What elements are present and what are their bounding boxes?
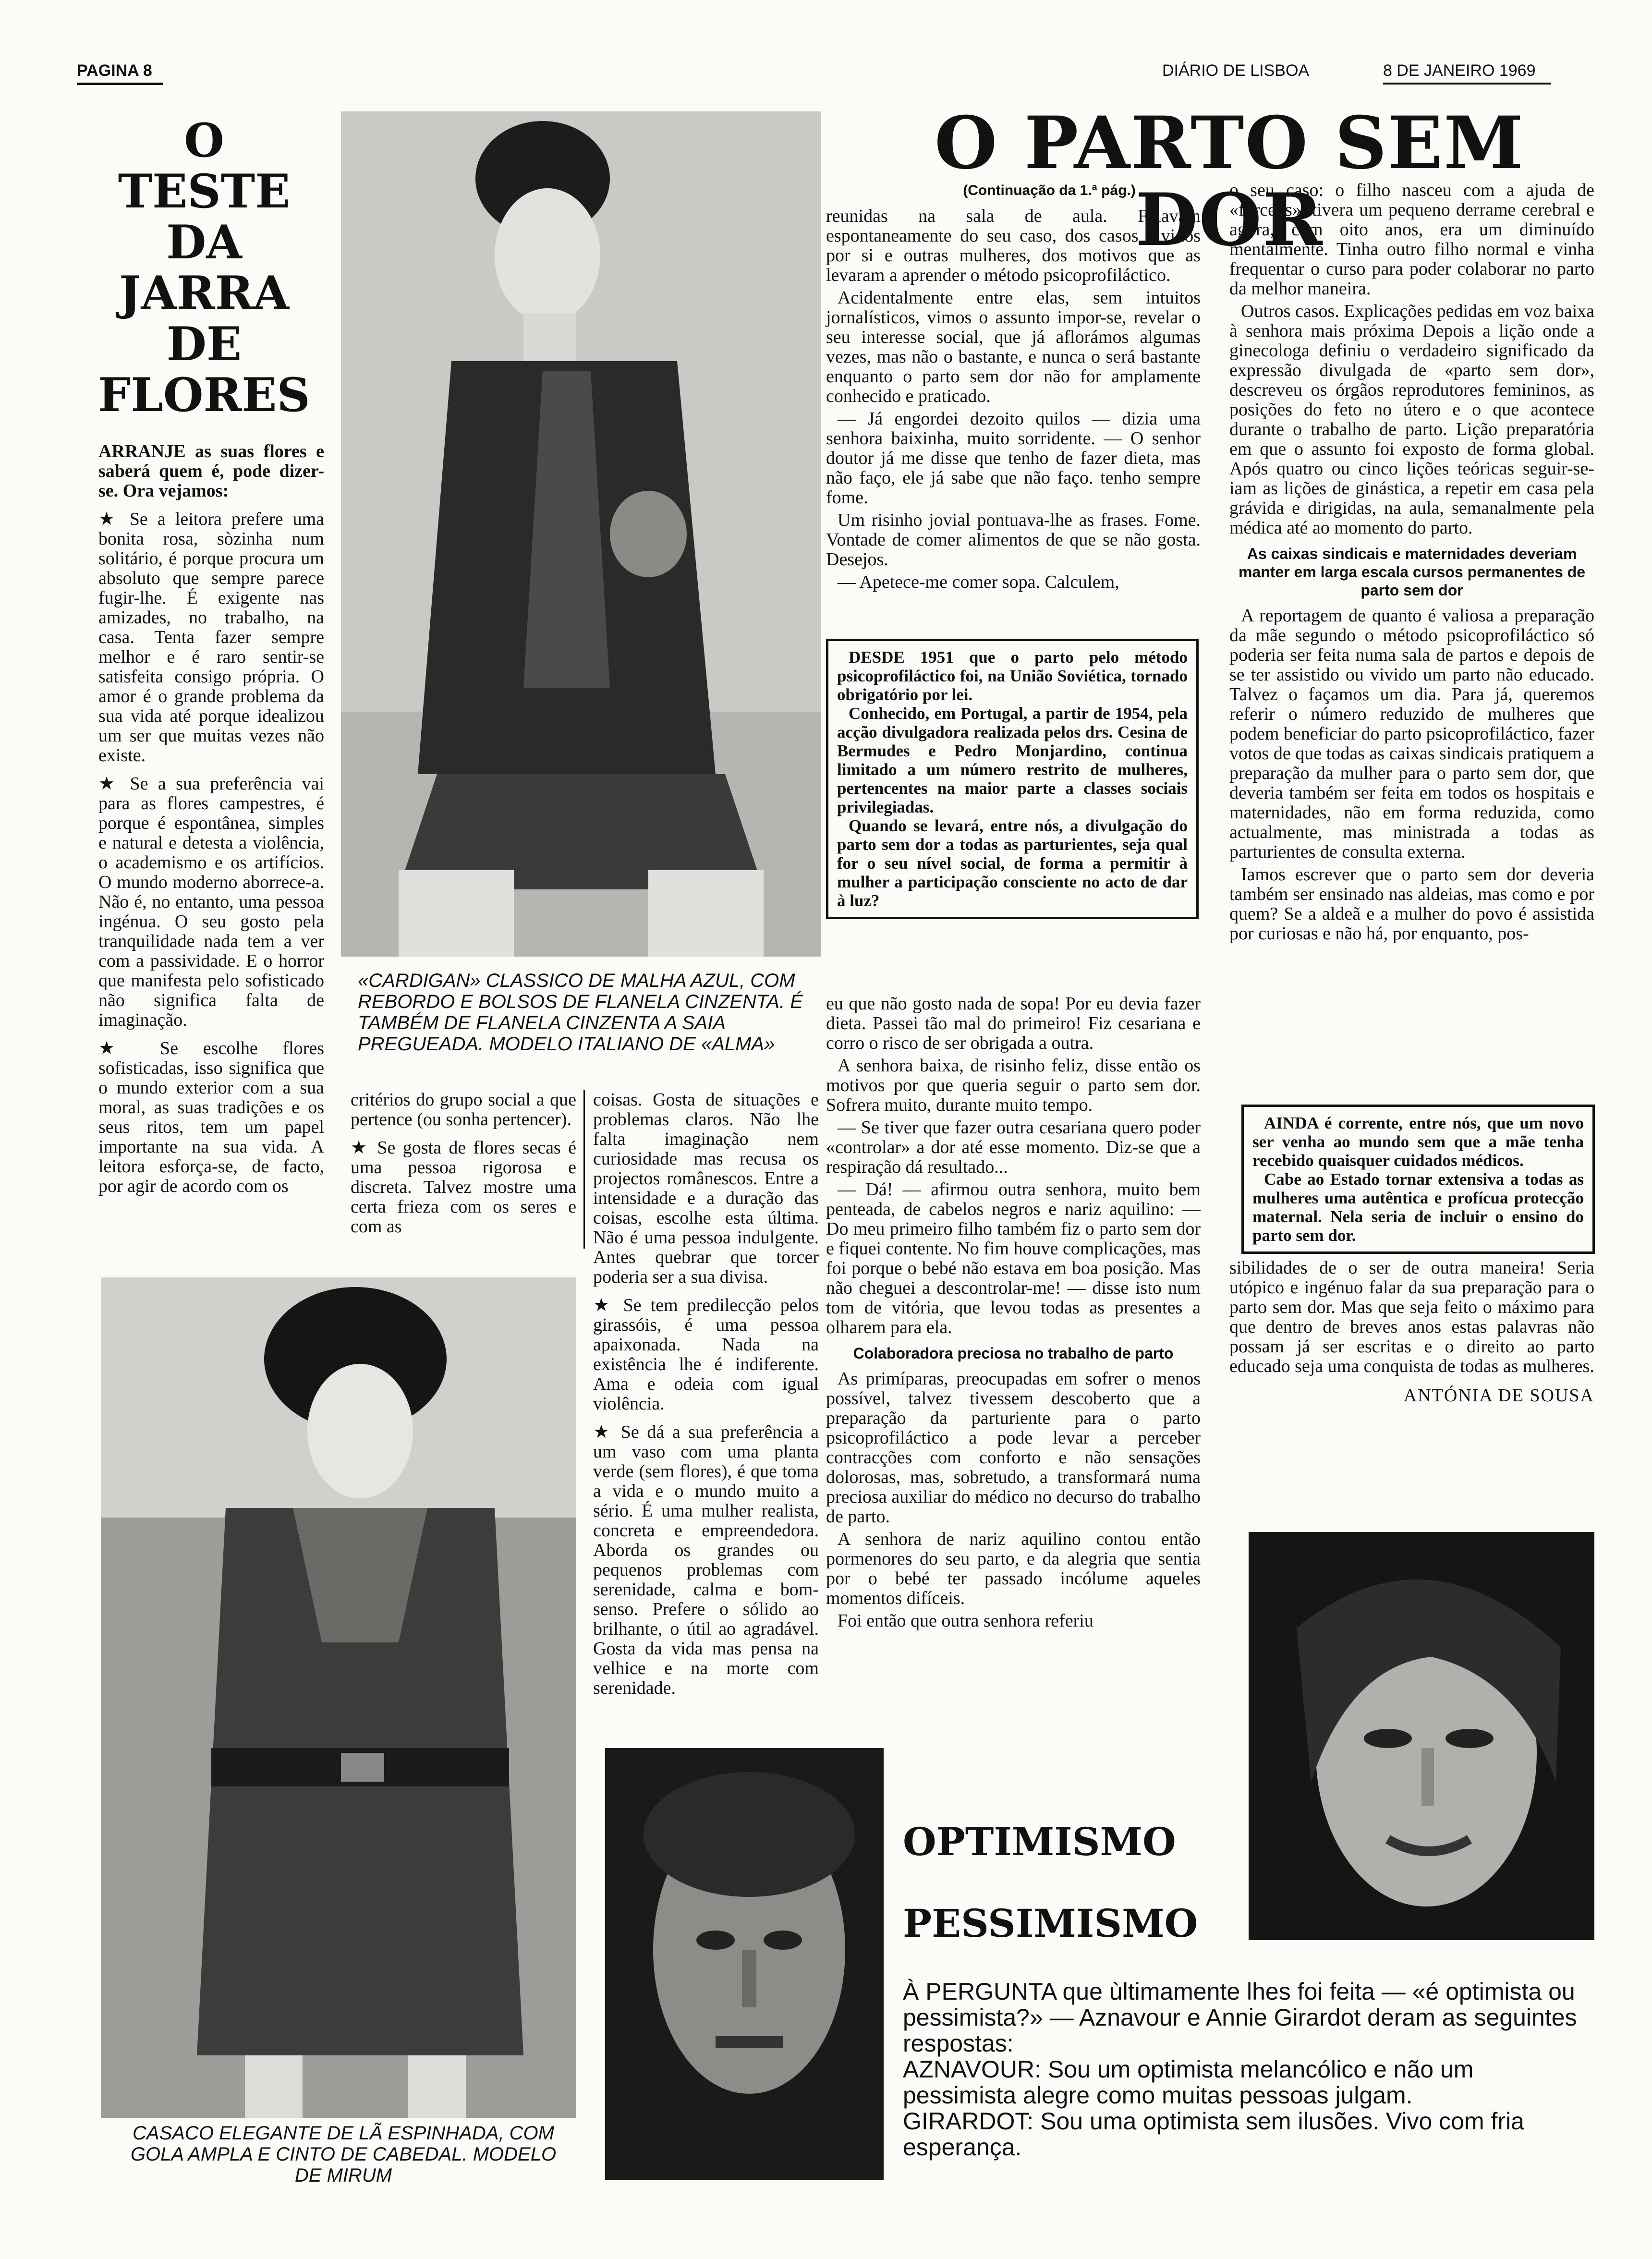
issue-date: 8 DE JANEIRO 1969 — [1383, 61, 1536, 80]
newspaper-name: DIÁRIO DE LISBOA — [1162, 61, 1310, 80]
optimismo-title: OPTIMISMO — [903, 1819, 1176, 1864]
jarra-column-1 — [98, 442, 324, 1199]
jarra-campestres: ★ Se a sua preferência vai para as flores campestres, é porque é espontânea, simples e natural e detesta a violência, o academismo e os artifícios. O mundo moderno aborrece-a. Não é, no entanto, uma pessoa ingénua. O seu gosto pela tranquilidade nada tem a ver com a passividade. E o horror que manifesta pelo sofisticado não significa falta de imaginação. — [98, 774, 324, 1030]
casaco-caption: CASACO ELEGANTE DE LÃ ESPINHADA, COM GOLA AMPLA E CINTO DE CABEDAL. MODELO DE MIRUM — [130, 2123, 557, 2186]
parto-column-2: o seu caso: o filho nasceu com a ajuda de «forceps», tivera um pequeno derrame cerebral e agora, com oito anos, era um diminuído mentalmente. Tinha outro filho normal e vinha frequentar o curso para poder colaborar no parto da melhor maneira. Outros casos. Explicações pedidas em voz baixa à senhora mais próxima Depois a lição onde a ginecologa definiu o verdadeiro significado da expressão divulgada de «parto sem dor», descreveu os órgãos reprodutores femininos, as posições do feto no útero e o que acontece durante o trabalho de parto. Lição preparatória em que o assunto foi exposto de forma global. Após quatro ou cinco lições teóricas seguir-se-iam as lições de ginástica, a repetir em casa pela grávida e dirigidas, na aula, semanalmente pela médica até ao momento do parto. As caixas sindicais e maternidades deveriam manter em larga escala cursos permanentes de parto sem dor A reportagem de quanto é valiosa a preparação da mãe segundo o método psicoprofiláctico só poderia ser feita numa sala de partos e depois de se ter assistido ou vivido um parto não educado. Talvez o façamos um dia. Para já, queremos referir o número reduzido de mulheres que podem beneficiar do parto psicoprofiláctico, fazer votos de que todas as caixas sindicais pratiquem a preparação da mulher para o parto sem dor, que deveria também ser feita em todos os hospitais e maternidades, não em forma reduzida, como actualmente, mas ministrada a todas as parturientes de consulta externa. Iamos escrever que o parto sem dor deveria também ser ensinado nas aldeias, mas como e por quem? Se a aldeã e a mulher do povo é assistida por curiosas e não há, por enquanto, pos- — [1229, 180, 1594, 944]
jarra-coisas: coisas. Gosta de situações e problemas claros. Não lhe falta imaginação nem curiosidade mas recusa os projectos românescos. Entre a intensidade e a duração das coisas, escolhe esta última. Não é uma pessoa indulgente. Antes quebrar que torcer poderia ser a sua divisa. — [593, 1090, 819, 1287]
casaco-photo — [101, 1277, 576, 2118]
optimismo-text — [903, 1979, 1585, 2160]
parto-continuation: (Continuação da 1.ª pág.) — [963, 182, 1136, 198]
aznavour-photo — [605, 1748, 884, 2180]
optimismo-girardot: GIRARDOT: Sou uma optimista sem ilusões. Vivo com fria esperança. — [903, 2108, 1524, 2161]
jarra-rosa: ★ Se a leitora prefere uma bonita rosa, sòzinha num solitário, é porque procura um absoluto que sempre parece fugir-lhe. É exigente nas amizades, no trabalho, na casa. Tenta fazer sempre melhor e é raro sentir-se satisfeita consigo própria. O amor é o grande problema da sua vida até porque idealizou um ser que muitas vezes não existe. — [98, 509, 324, 765]
parto-box-ainda: AINDA é corrente, entre nós, que um novo ser venha ao mundo sem que a mãe tenha recebido quaisquer cuidados médicos. Cabe ao Estado tornar extensiva a todas as mulheres uma autêntica e profícua protecção maternal. Nela seria de incluir o ensino do parto sem dor. — [1241, 1105, 1595, 1254]
girardot-photo — [1249, 1532, 1594, 1940]
cardigan-caption: «CARDIGAN» CLASSICO DE MALHA AZUL, COM REBORDO E BOLSOS DE FLANELA CINZENTA. É TAMBÉM DE FLANELA CINZENTA A SAIA PREGUEADA. MODELO ITALIANO DE «ALMA» — [358, 970, 803, 1055]
parto-title: O PARTO SEM DOR — [934, 101, 1525, 262]
parto-column-2b: sibilidades de o ser de outra maneira! Seria utópico e ingénuo falar da sua preparação para o parto sem dor. Mas que seja feito o máximo para que dentro de breves anos estas palavras não possam já ser escritas e o direito ao parto educado seja uma conquista de todas as mulheres. ANTÓNIA DE SOUSA — [1229, 1258, 1594, 1406]
jarra-column-3 — [593, 1090, 819, 1701]
jarra-sofisticadas: ★ Se escolhe flores sofisticadas, isso significa que o mundo exterior com a sua moral, as suas tradições e os seus ritos, tem um papel importante na sua vida. A leitora esforça-se, de facto, por agir de acordo com os — [98, 1038, 324, 1196]
parto-author: ANTÓNIA DE SOUSA — [1403, 1385, 1594, 1406]
parto-subheading-caixas: As caixas sindicais e maternidades deveriam manter em larga escala cursos permanentes de parto sem dor — [1238, 545, 1586, 599]
pessimismo-title: PESSIMISMO — [903, 1901, 1198, 1946]
jarra-planta-verde: ★ Se dá a sua preferência a um vaso com uma planta verde (sem flores), é que toma a vida e o mundo muito a sério. É uma mulher realista, concreta e empreendedora. Aborda os grandes ou pequenos problemas com serenidade, calma e bom-senso. Prefere o sólido ao brilhante, o útil ao agradável. Gosta da vida mas pensa na velhice e na morte com serenidade. — [593, 1422, 819, 1698]
girardot-portrait-illustration — [1249, 1532, 1594, 1940]
parto-column-1: reunidas na sala de aula. Falavam espontaneamente do seu caso, dos casos vividos por si e outras mulheres, dos motivos que as levaram a aprender o método psicoprofiláctico. Acidentalmente entre elas, sem intuitos jornalísticos, vimos o assunto impor-se, revelar o seu interesse social, que já aflorámos algumas vezes, mas não o bastante, e nunca o será bastante enquanto o parto sem dor não for amplamente conhecido e praticado. — Já engordei dezoito quilos — dizia uma senhora baixinha, muito sorridente. — O senhor doutor já me disse que tenho de fazer dieta, mas não faço, ele já sabe que não faço. tenho sempre fome. Um risinho jovial pontuava-lhe as frases. Fome. Vontade de comer alimentos de que se não gosta. Desejos. — Apetece-me comer sopa. Calculem, — [826, 206, 1201, 592]
casaco-model-illustration — [101, 1277, 576, 2118]
cardigan-photo — [341, 111, 821, 957]
optimismo-question: À PERGUNTA que ùltimamente lhes foi feita — «é optimista ou pessimista?» — Aznavour e Annie Girardot deram as seguintes respostas: — [903, 1978, 1577, 2057]
aznavour-portrait-illustration — [605, 1748, 884, 2180]
cardigan-model-illustration — [341, 111, 821, 957]
parto-column-1b: eu que não gosto nada de sopa! Por eu devia fazer dieta. Passei tão mal do primeiro! Fiz cesariana e corro o risco de ser obrigada a outra. A senhora baixa, de risinho feliz, disse então os motivos por que queria seguir o parto sem dor. Sofrera muito, durante muito tempo. — Se tiver que fazer outra cesariana quero poder «controlar» a dor até esse momento. Diz-se que a respiração dá resultado... — Dá! — afirmou outra senhora, muito bem penteada, de cabelos negros e nariz aquilino: — Do meu primeiro filho também fiz o parto sem dor e fiquei contente. No fim houve complicações, mas foi porque o bebé não estava em boa posição. Mas não cheguei a descontrolar-me! — disse isto num tom de vitória, que levou todas as presentes a olharem para ela. Colaboradora preciosa no trabalho de parto As primíparas, preocupadas em sofrer o menos possível, talvez tivessem descoberto que a preparação da parturiente para o parto psicoprofiláctico a pode levar a perceber contracções com conforto e não sensações dolorosas, mas, sobretudo, a transformará numa preciosa auxiliar do médico no decurso do trabalho de parto. A senhora de nariz aquilino contou então pormenores do seu parto, e da alegria que sentia por o bebé ter passado incólume aqueles momentos difíceis. Foi então que outra senhora referiu — [826, 994, 1201, 1631]
parto-subheading-colaboradora: Colaboradora preciosa no trabalho de parto — [853, 1345, 1174, 1362]
page-number-underline — [77, 83, 163, 85]
page-number: PAGINA 8 — [77, 61, 152, 80]
jarra-girassois: ★ Se tem predilecção pelos girassóis, é uma pessoa apaixonada. Nada na existência lhe é indiferente. Ama e odeia com igual violência. — [593, 1295, 819, 1414]
jarra-criterios: critérios do grupo social a que pertence (ou sonha pertencer). — [351, 1090, 576, 1130]
optimismo-aznavour: AZNAVOUR: Sou um optimista melancólico e não um pessimista alegre como muitas pessoas julgam. — [903, 2056, 1474, 2109]
jarra-intro: ARRANJE as suas flores e saberá quem é, pode dizer-se. Ora vejamos: — [98, 441, 324, 501]
date-underline — [1383, 83, 1551, 85]
jarra-secas: ★ Se gosta de flores secas é uma pessoa rigorosa e discreta. Talvez mostre uma certa frieza com os seres e com as — [351, 1138, 576, 1237]
parto-box-desde-1951: DESDE 1951 que o parto pelo método psicoprofiláctico foi, na União Soviética, tornado obrigatório por lei. Conhecido, em Portugal, a partir de 1954, pela acção divulgadora realizada pelos drs. Cesina de Bermudes e Pedro Monjardino, continua limitado a um número restrito de mulheres, pertencentes na maior parte a classes sociais privilegiadas. Quando se levará, entre nós, a divulgação do parto sem dor a todas as parturientes, seja qual for o seu nível social, de forma a permitir à mulher a participação consciente no acto de dar à luz? — [826, 639, 1199, 919]
column-divider — [583, 1090, 585, 1249]
jarra-column-2 — [351, 1090, 576, 1239]
jarra-title: O TESTE DA JARRA DE FLORES — [98, 113, 310, 422]
